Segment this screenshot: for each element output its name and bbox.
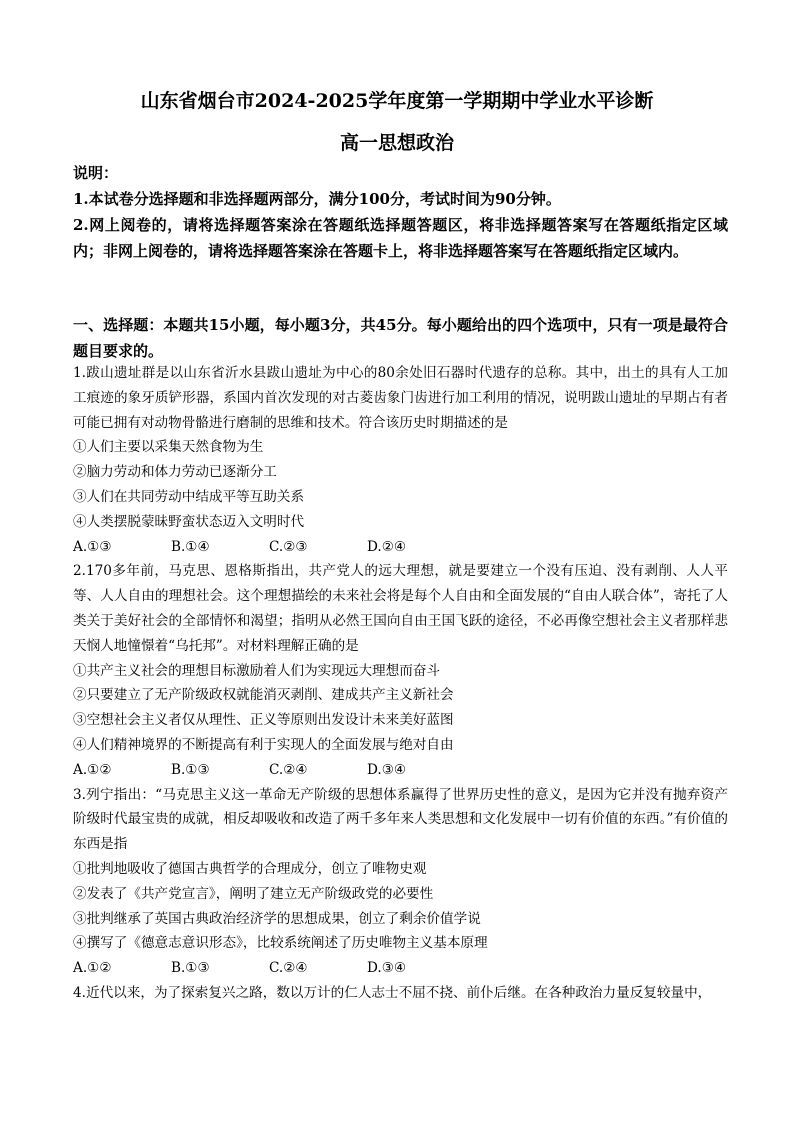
choice-a: A.①③: [73, 538, 112, 555]
question-2: [73, 559, 728, 782]
choice-d: D.③④: [367, 761, 407, 778]
choice-c: C.②④: [269, 960, 308, 977]
choice-b: B.①③: [171, 761, 210, 778]
choice-d: D.②④: [367, 538, 407, 555]
question-stem: 4.近代以来，为了探索复兴之路，数以万计的仁人志士不屈不挠、前仆后继。在各种政治力量反复较量中，: [73, 984, 712, 1001]
statement-option: ①批判地吸收了德国古典哲学的合理成分，创立了唯物史观: [73, 860, 427, 877]
answer-choices: [73, 535, 728, 560]
choice-b: B.①③: [171, 960, 210, 977]
instruction-item: 2.网上阅卷的，请将选择题答案涂在答题纸选择题答题区，将非选择题答案写在答题纸指定区域内；非网上阅卷的，请将选择题答案涂在答题卡上，将非选择题答案写在答题纸指定区域内。: [73, 216, 728, 260]
statement-option: ③批判继承了英国古典政治经济学的思想成果，创立了剩余价值学说: [73, 910, 481, 927]
exam-title: 山东省烟台市2024-2025学年度第一学期期中学业水平诊断: [140, 90, 654, 112]
choice-a: A.①②: [73, 960, 112, 977]
statement-option: ③人们在共同劳动中结成平等互助关系: [73, 488, 305, 505]
statement-option: ④人类摆脱蒙昧野蛮状态迈入文明时代: [73, 513, 305, 530]
choice-a: A.①②: [73, 761, 112, 778]
statement-option: ①人们主要以采集天然食物为生: [73, 439, 264, 456]
answer-choices: [73, 758, 728, 783]
choice-d: D.③④: [367, 960, 407, 977]
question-list: [73, 361, 728, 1006]
statement-option: ②只要建立了无产阶级政权就能消灭剥削、建成共产主义新社会: [73, 687, 454, 704]
question-stem: 3.列宁指出：“马克思主义这一革命无产阶级的思想体系赢得了世界历史性的意义，是因为它并没有抛弃资产阶级时代最宝贵的成就，相反却吸收和改造了两千多年来人类思想和文化发展中一切有价值的东西。”有价值的东西是指: [73, 786, 728, 853]
choice-c: C.②③: [269, 538, 308, 555]
question-4: [73, 981, 728, 1006]
question-stem: 1.跋山遗址群是以山东省沂水县跋山遗址为中心的80余处旧石器时代遗存的总称。其中，出土的具有人工加工痕迹的象牙质铲形器，系国内首次发现的对古菱齿象门齿进行加工利用的情况，说明跋山遗址的早期占有者可能已拥有对动物骨骼进行磨制的思维和技术。符合该历史时期描述的是: [73, 365, 728, 431]
statement-option: ④撰写了《德意志意识形态》，比较系统阐述了历史唯物主义基本原理: [73, 935, 488, 952]
question-3: [73, 783, 728, 981]
statement-option: ②脑力劳动和体力劳动已逐渐分工: [73, 464, 277, 481]
choice-b: B.①④: [171, 538, 210, 555]
question-stem: 2.170多年前，马克思、恩格斯指出，共产党人的远大理想，就是要建立一个没有压迫、没有剥削、人人平等、人人自由的理想社会。这个理想描绘的未来社会将是每个人自由和全面发展的“自由人联合体”，寄托了人类关于美好社会的全部情怀和渴望；指明从必然王国向自由王国飞跃的途径，不必再像空想社会主义者那样悲天悯人地憧憬着“乌托邦”。对材料理解正确的是: [73, 563, 728, 654]
question-1: [73, 361, 728, 559]
instruction-item: 1.本试卷分选择题和非选择题两部分，满分100分，考试时间为90分钟。: [73, 190, 561, 208]
statement-option: ④人们精神境界的不断提高有利于实现人的全面发展与绝对自由: [73, 736, 454, 753]
statement-option: ③空想社会主义者仅从理性、正义等原则出发设计未来美好蓝图: [73, 712, 454, 729]
statement-option: ①共产主义社会的理想目标激励着人们为实现远大理想而奋斗: [73, 662, 441, 679]
exam-subject: 高一思想政治: [339, 132, 454, 154]
instructions: [73, 160, 728, 264]
answer-choices: [73, 956, 728, 981]
section-heading: 一、选择题：本题共15小题，每小题3分，共45分。每小题给出的四个选项中，只有一项是最符合题目要求的。: [73, 316, 728, 360]
choice-c: C.②④: [269, 761, 308, 778]
instructions-heading: 说明：: [73, 164, 119, 182]
statement-option: ②发表了《共产党宣言》，阐明了建立无产阶级政党的必要性: [73, 885, 434, 902]
